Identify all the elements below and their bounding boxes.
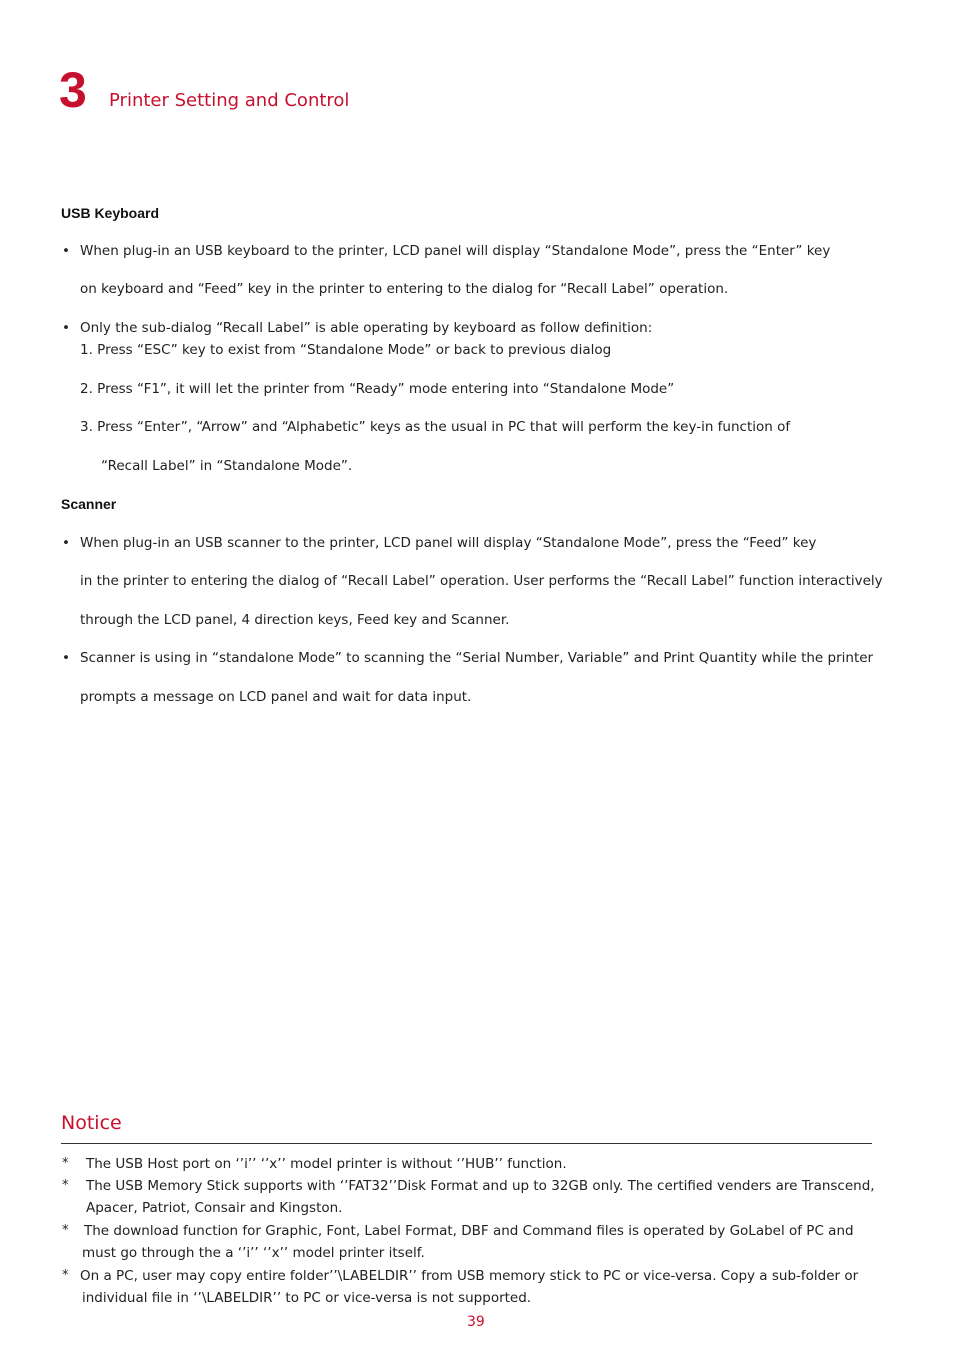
usb-keyboard-heading: USB Keyboard [61,205,160,221]
bullet-icon: • [62,320,70,336]
chapter-title: Printer Setting and Control [109,90,350,111]
asterisk-icon: * [62,1223,69,1238]
asterisk-icon: * [62,1178,69,1193]
bullet-icon: • [62,650,70,666]
scanner-bullet2-line1: Scanner is using in “standalone Mode” to scanning the “Serial Number, Variable” and Print Quantity while the printer [80,650,874,666]
notice-item-2-line1: The USB Memory Stick supports with ‘’FAT32’’Disk Format and up to 32GB only. The certified venders are Transcend, [86,1178,875,1194]
usb-keyboard-step-3-line2: “Recall Label” in “Standalone Mode”. [101,458,353,474]
usb-keyboard-bullet2-line1: Only the sub-dialog “Recall Label” is able operating by keyboard as follow definition: [80,320,653,336]
asterisk-icon: * [62,1156,69,1171]
notice-item-3-line2: must go through the a ‘’i’’ ‘’x’’ model printer itself. [82,1245,425,1261]
usb-keyboard-step-1: 1. Press “ESC” key to exist from “Standalone Mode” or back to previous dialog [80,342,612,358]
scanner-bullet1-line2: in the printer to entering the dialog of “Recall Label” operation. User performs the “Recall Label” function interactively [80,573,883,589]
notice-item-4-line2: individual file in ‘’\LABELDIR’’ to PC or vice-versa is not supported. [82,1290,532,1306]
chapter-number: 3 [59,62,87,118]
notice-divider [61,1143,872,1144]
bullet-icon: • [62,243,70,259]
page-number: 39 [467,1314,485,1330]
usb-keyboard-step-3: 3. Press “Enter”, “Arrow” and “Alphabetic” keys as the usual in PC that will perform the key-in function of [80,419,791,435]
usb-keyboard-bullet1-line2: on keyboard and “Feed” key in the printer to entering to the dialog for “Recall Label” operation. [80,281,729,297]
scanner-bullet1-line3: through the LCD panel, 4 direction keys, Feed key and Scanner. [80,612,510,628]
notice-title: Notice [61,1112,122,1134]
scanner-bullet2-line2: prompts a message on LCD panel and wait for data input. [80,689,472,705]
notice-item-4-line1: On a PC, user may copy entire folder’’\LABELDIR’’ from USB memory stick to PC or vice-versa. Copy a sub-folder or [80,1268,859,1284]
scanner-bullet1-line1: When plug-in an USB scanner to the printer, LCD panel will display “Standalone Mode”, press the “Feed” key [80,535,817,551]
asterisk-icon: * [62,1268,69,1283]
bullet-icon: • [62,535,70,551]
usb-keyboard-bullet1-line1: When plug-in an USB keyboard to the printer, LCD panel will display “Standalone Mode”, press the “Enter” key [80,243,831,259]
notice-item-1: The USB Host port on ‘’i’’ ‘’x’’ model printer is without ‘’HUB’’ function. [86,1156,567,1172]
notice-item-2-line2: Apacer, Patriot, Consair and Kingston. [86,1200,343,1216]
scanner-heading: Scanner [61,496,117,512]
usb-keyboard-step-2: 2. Press “F1”, it will let the printer from “Ready” mode entering into “Standalone Mode” [80,381,675,397]
notice-item-3-line1: The download function for Graphic, Font, Label Format, DBF and Command files is operated by GoLabel of PC and [84,1223,854,1239]
